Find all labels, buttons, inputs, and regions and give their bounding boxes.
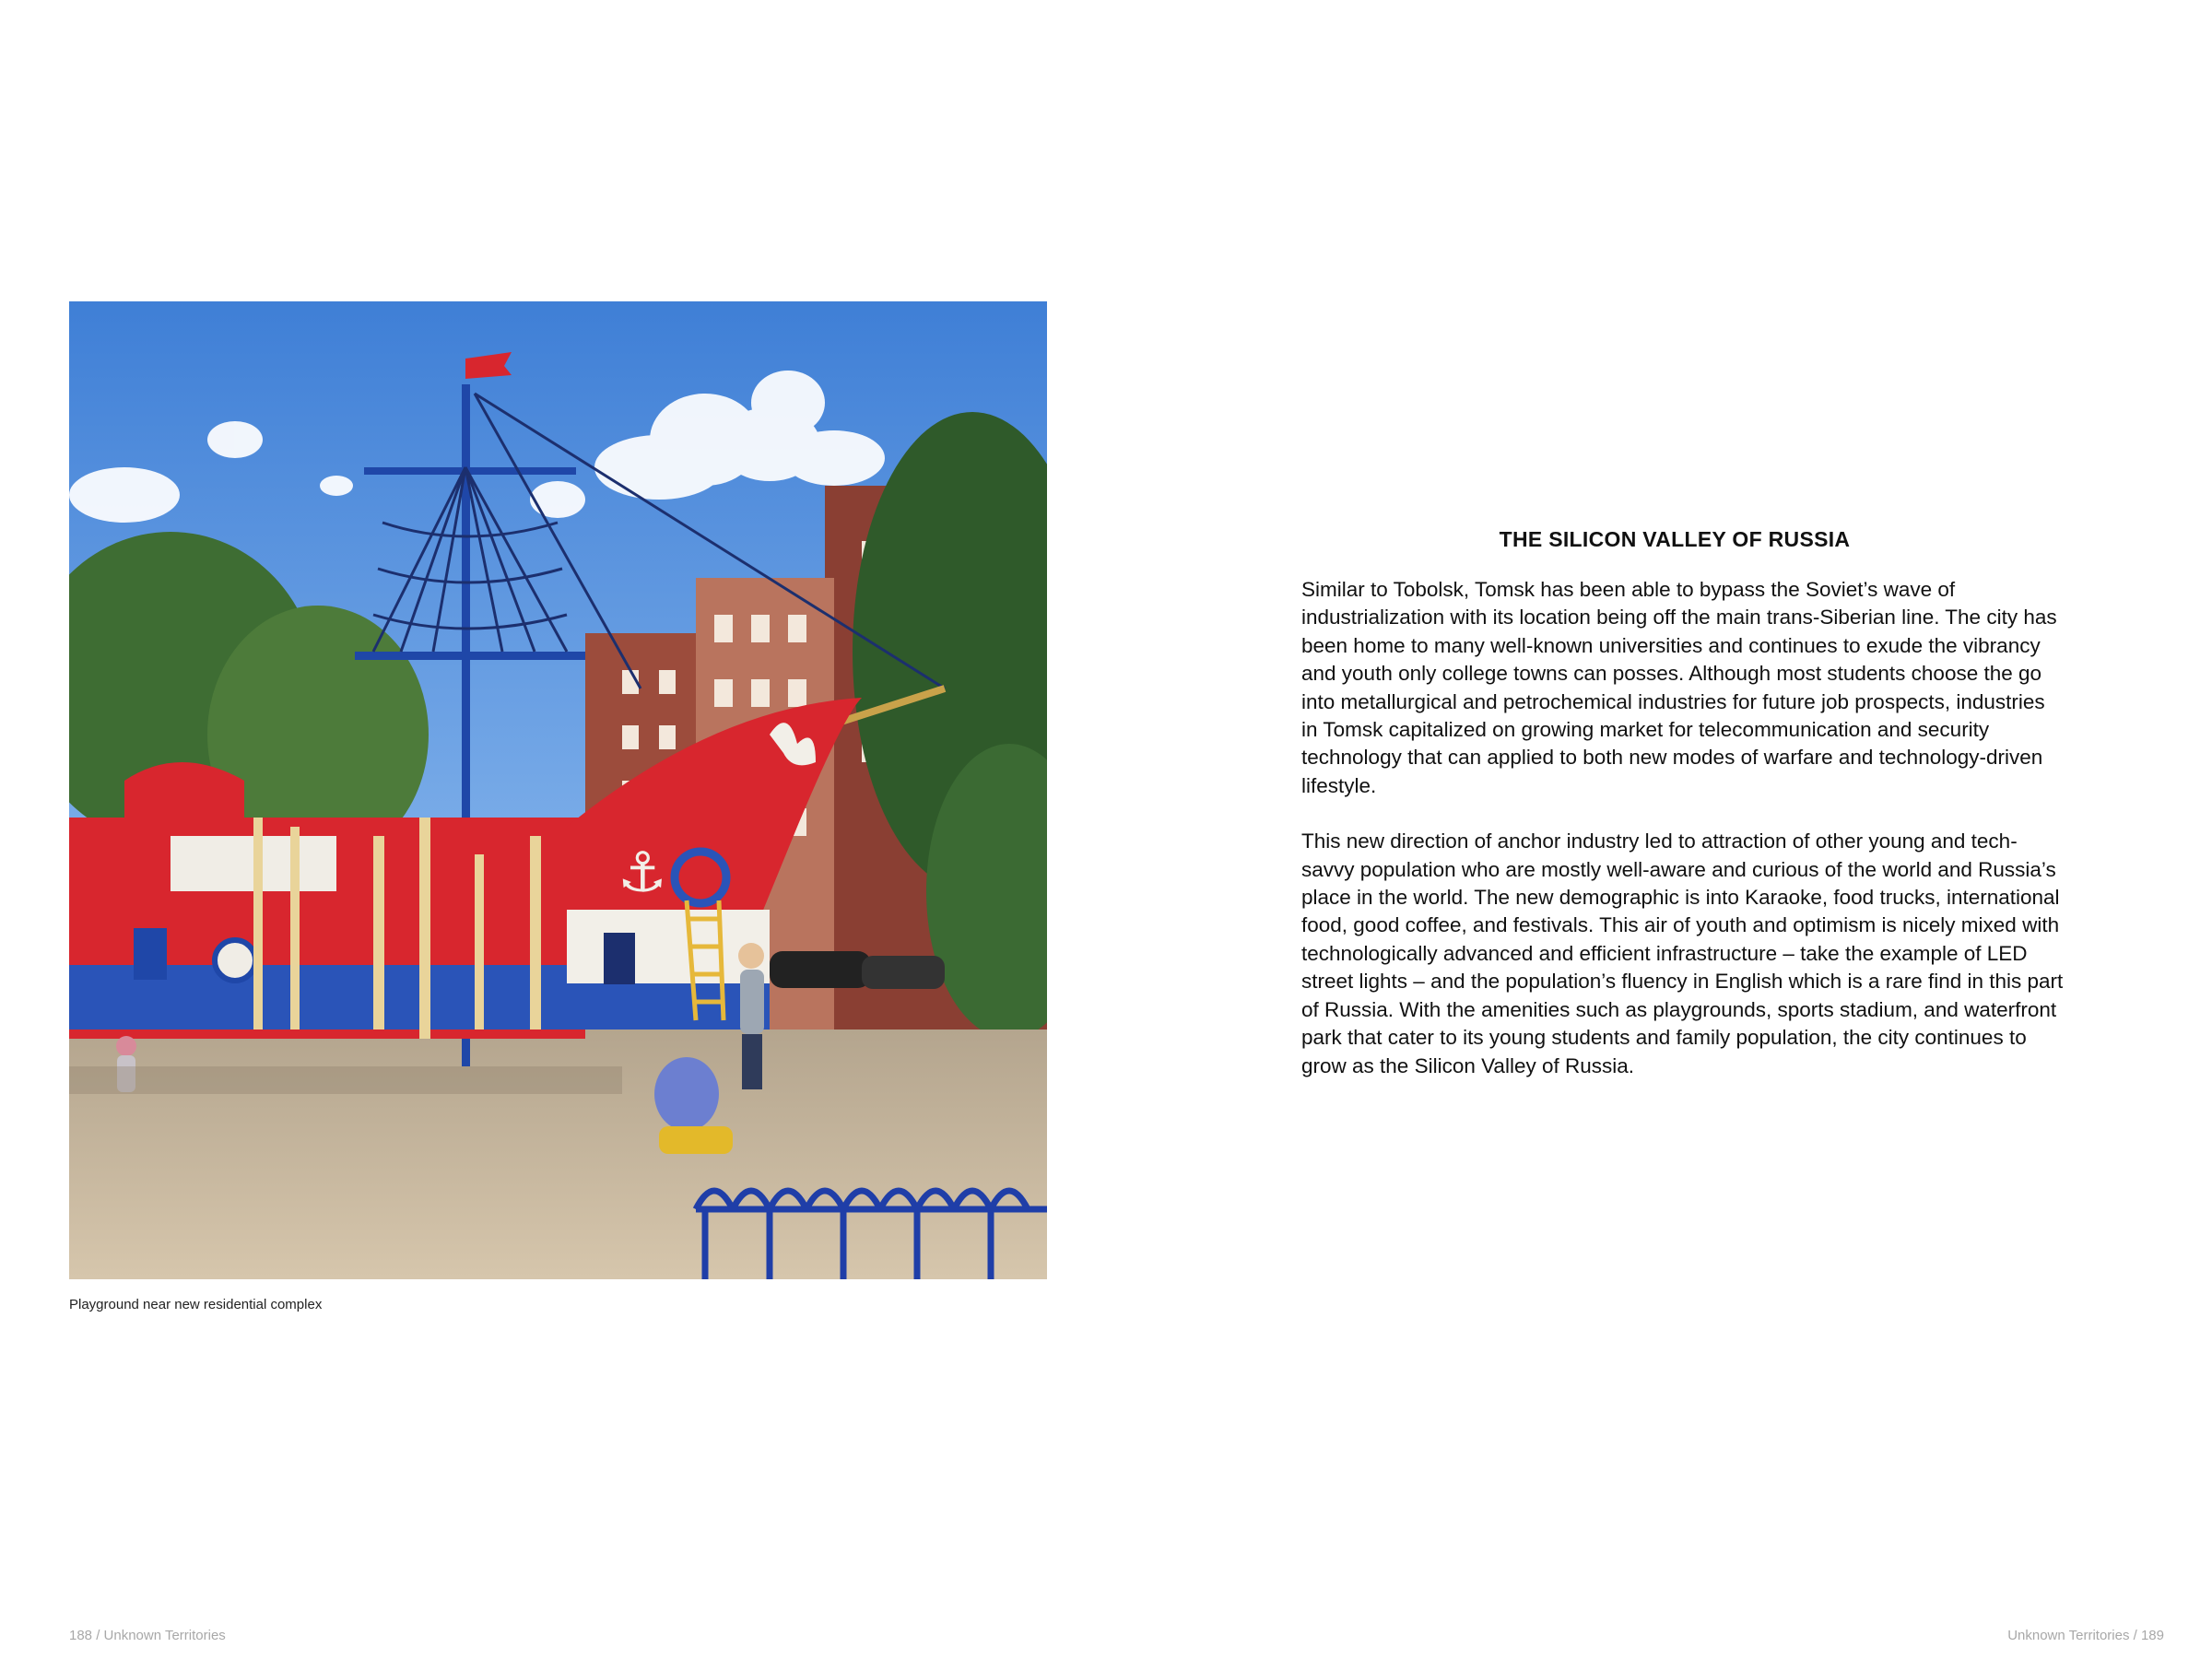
- svg-text:⚓: ⚓: [618, 841, 667, 905]
- article-heading: THE SILICON VALLEY OF RUSSIA: [1499, 527, 1851, 551]
- playground-ship-image: [69, 301, 1047, 1279]
- article-paragraph-2: This new direction of anchor industry led to attraction of other young and tech-savvy population who are mostly well-aware and curious of the world and Russia’s place in the world. The new demographic is into Karaoke, food trucks, international food, good coffee, and festivals. This air of youth and optimism is nicely mixed with technologically advanced and efficient infrastructure – take the example of LED street lights – and the population’s fluency in English which is a rare find in this part of Russia. With the amenities such as playgrounds, sports stadium, and waterfront park that cater to its young students and family population, the city continues to grow as the Silicon Valley of Russia.: [1301, 830, 2064, 1077]
- footer-right-page-number: Unknown Territories / 189: [2007, 1628, 2164, 1643]
- footer-left-page-number: 188 / Unknown Territories: [69, 1628, 226, 1643]
- photo-caption: Playground near new residential complex: [69, 1297, 323, 1312]
- article: [1301, 527, 2066, 1108]
- playground-photo: [69, 301, 1047, 1279]
- article-paragraph-1: Similar to Tobolsk, Tomsk has been able to bypass the Soviet’s wave of industrialization with its location being off the main trans-Siberian line. The city has been home to many well-known universities and continues to exude the vibrancy and youth only college towns can posses. Although most students choose the go into metallurgical and petrochemical industries for future job prospects, industries in Tomsk capitalized on growing market for telecommunication and security technology that can applied to both new modes of warfare and technology-driven lifestyle.: [1301, 578, 2057, 797]
